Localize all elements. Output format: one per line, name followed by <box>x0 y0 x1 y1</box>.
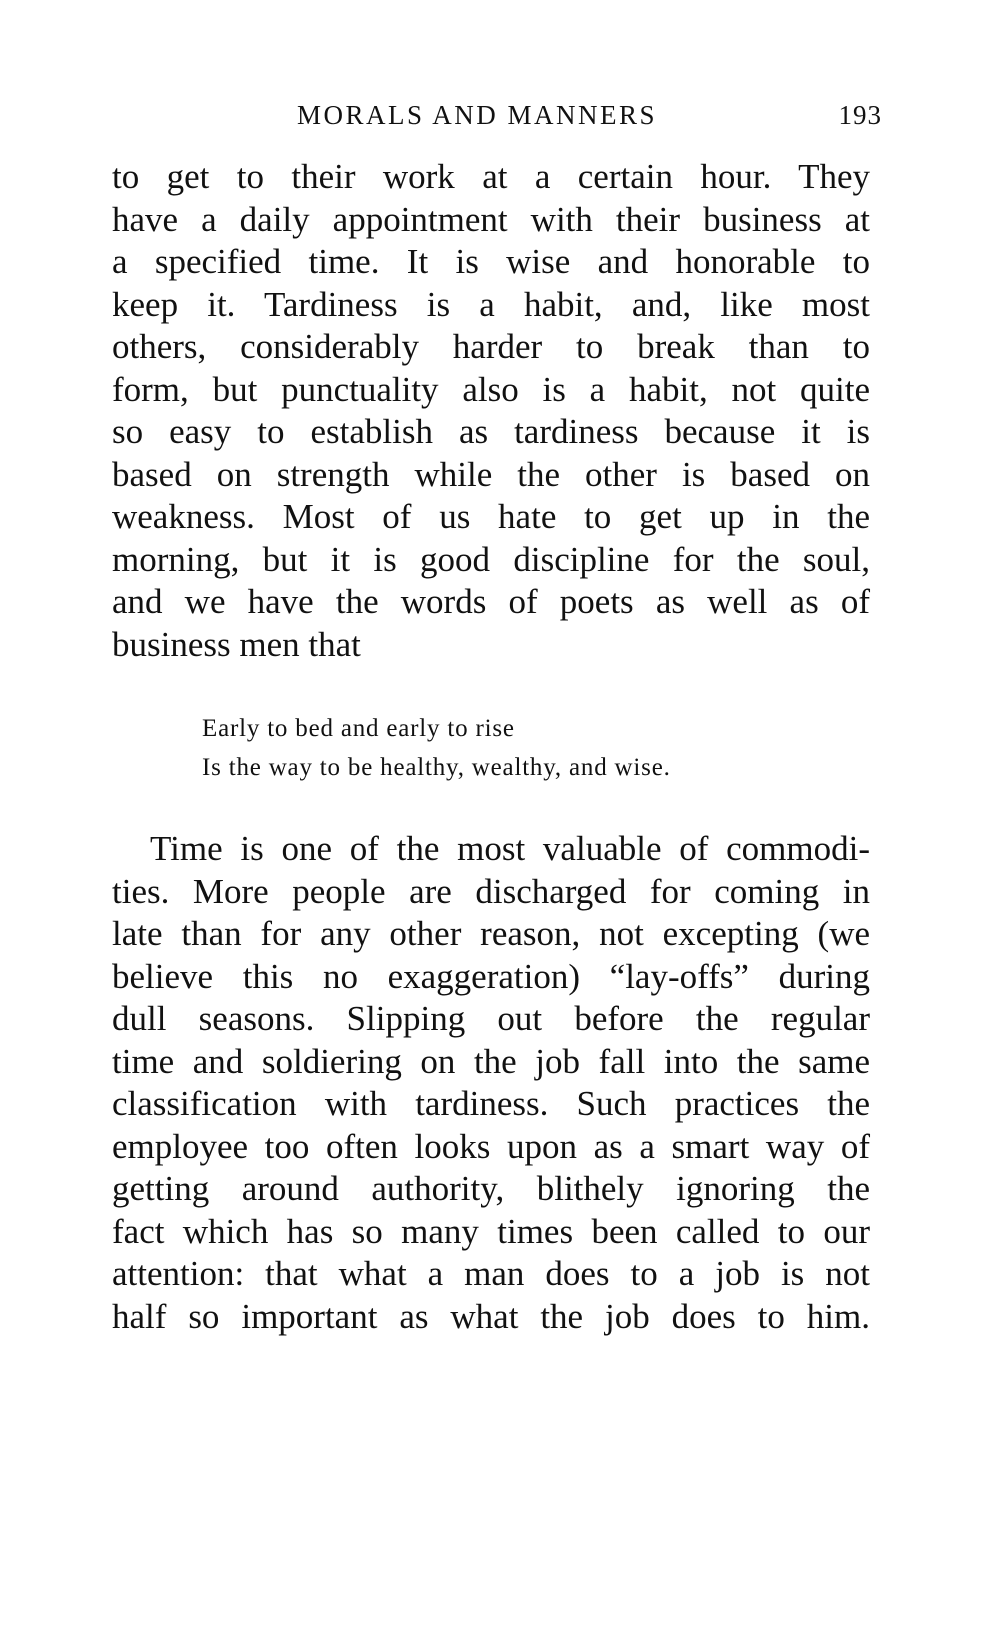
text-line: attention: that what a man does to a job is not <box>112 1254 870 1293</box>
paragraph-2 <box>112 828 870 1338</box>
verse-quote <box>202 709 671 787</box>
text-line: to get to their work at a certain hour. They <box>112 157 870 196</box>
text-line: keep it. Tardiness is a habit, and, like most <box>112 284 870 324</box>
text-line: have a daily appointment with their business at <box>112 199 870 239</box>
text-line: classification with tardiness. Such practices the <box>112 1084 870 1123</box>
text-line: so easy to establish as tardiness because it is <box>112 412 870 451</box>
text-line: getting around authority, blithely ignoring the <box>112 1169 870 1208</box>
text-line: fact which has so many times been called to our <box>112 1211 870 1251</box>
text-line: others, considerably harder to break than to <box>112 327 870 366</box>
text-line: believe this no exaggeration) “lay-offs” during <box>112 956 870 996</box>
page-number: 193 <box>838 100 882 130</box>
text-line: morning, but it is good discipline for the soul, <box>112 539 870 579</box>
text-line: employee too often looks upon as a smart way of <box>112 1126 870 1166</box>
verse-line: Early to bed and early to rise <box>202 715 515 742</box>
text-line: dull seasons. Slipping out before the regular <box>112 999 870 1038</box>
text-line: time and soldiering on the job fall into the same <box>112 1041 870 1081</box>
text-line: and we have the words of poets as well as of <box>112 582 870 621</box>
text-line: based on strength while the other is based on <box>112 454 870 494</box>
text-line: late than for any other reason, not excepting (we <box>112 914 870 953</box>
running-title: MORALS AND MANNERS <box>297 100 658 130</box>
verse-line: Is the way to be healthy, wealthy, and wise. <box>202 754 671 781</box>
paragraph-1 <box>112 156 870 666</box>
text-line: half so important as what the job does to him. <box>112 1296 870 1336</box>
text-line: Time is one of the most valuable of commodi- <box>150 829 870 868</box>
text-line: form, but punctuality also is a habit, not quite <box>112 369 870 409</box>
page-header <box>112 100 882 140</box>
text-line: ties. More people are discharged for coming in <box>112 871 870 911</box>
text-line: weakness. Most of us hate to get up in the <box>112 497 870 536</box>
text-line: business men that <box>112 624 361 664</box>
text-line: a specified time. It is wise and honorable to <box>112 242 870 281</box>
